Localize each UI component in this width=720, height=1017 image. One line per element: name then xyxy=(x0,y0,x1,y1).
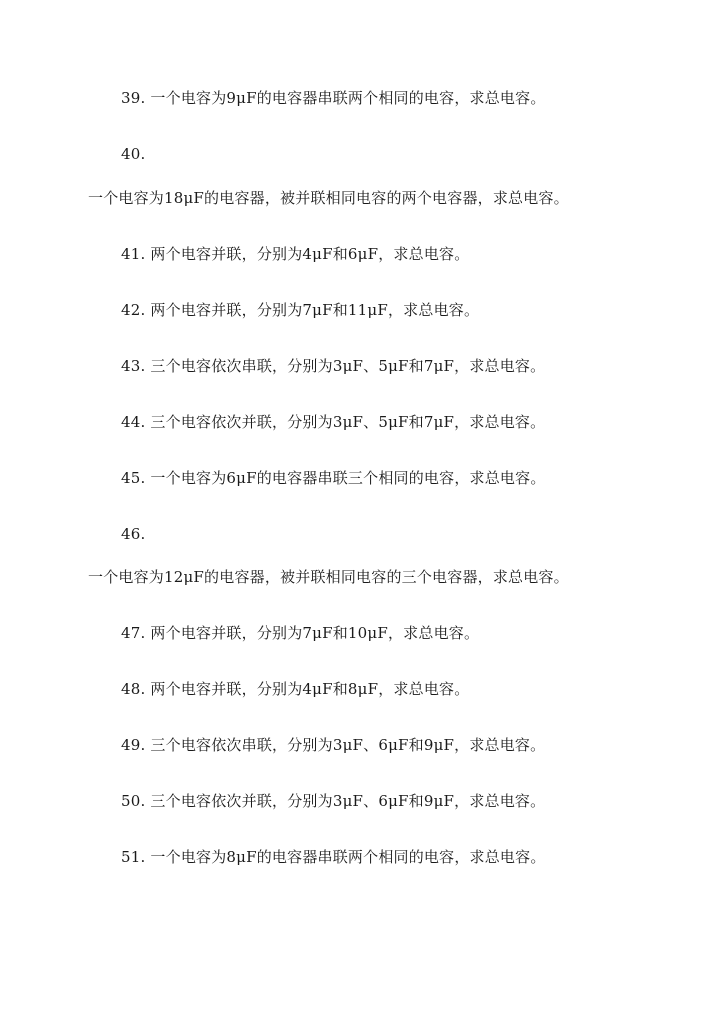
question-46-number: 46. xyxy=(121,525,146,543)
question-44: 44. 三个电容依次并联，分别为3μF、5μF和7μF，求总电容。 xyxy=(121,413,546,431)
question-48: 48. 两个电容并联，分别为4μF和8μF，求总电容。 xyxy=(121,680,470,698)
question-47: 47. 两个电容并联，分别为7μF和10μF，求总电容。 xyxy=(121,624,480,642)
question-41: 41. 两个电容并联，分别为4μF和6μF，求总电容。 xyxy=(121,245,470,263)
question-50: 50. 三个电容依次并联，分别为3μF、6μF和9μF，求总电容。 xyxy=(121,792,546,810)
question-45: 45. 一个电容为6μF的电容器串联三个相同的电容，求总电容。 xyxy=(121,469,546,487)
question-40-text: 一个电容为18μF的电容器，被并联相同电容的两个电容器，求总电容。 xyxy=(88,189,569,207)
question-42: 42. 两个电容并联，分别为7μF和11μF，求总电容。 xyxy=(121,301,480,319)
question-51: 51. 一个电容为8μF的电容器串联两个相同的电容，求总电容。 xyxy=(121,848,546,866)
question-40-number: 40. xyxy=(121,145,146,163)
question-46-text: 一个电容为12μF的电容器，被并联相同电容的三个电容器，求总电容。 xyxy=(88,568,569,586)
question-43: 43. 三个电容依次串联，分别为3μF、5μF和7μF，求总电容。 xyxy=(121,357,546,375)
question-49: 49. 三个电容依次串联，分别为3μF、6μF和9μF，求总电容。 xyxy=(121,736,546,754)
question-39: 39. 一个电容为9μF的电容器串联两个相同的电容，求总电容。 xyxy=(121,89,546,107)
